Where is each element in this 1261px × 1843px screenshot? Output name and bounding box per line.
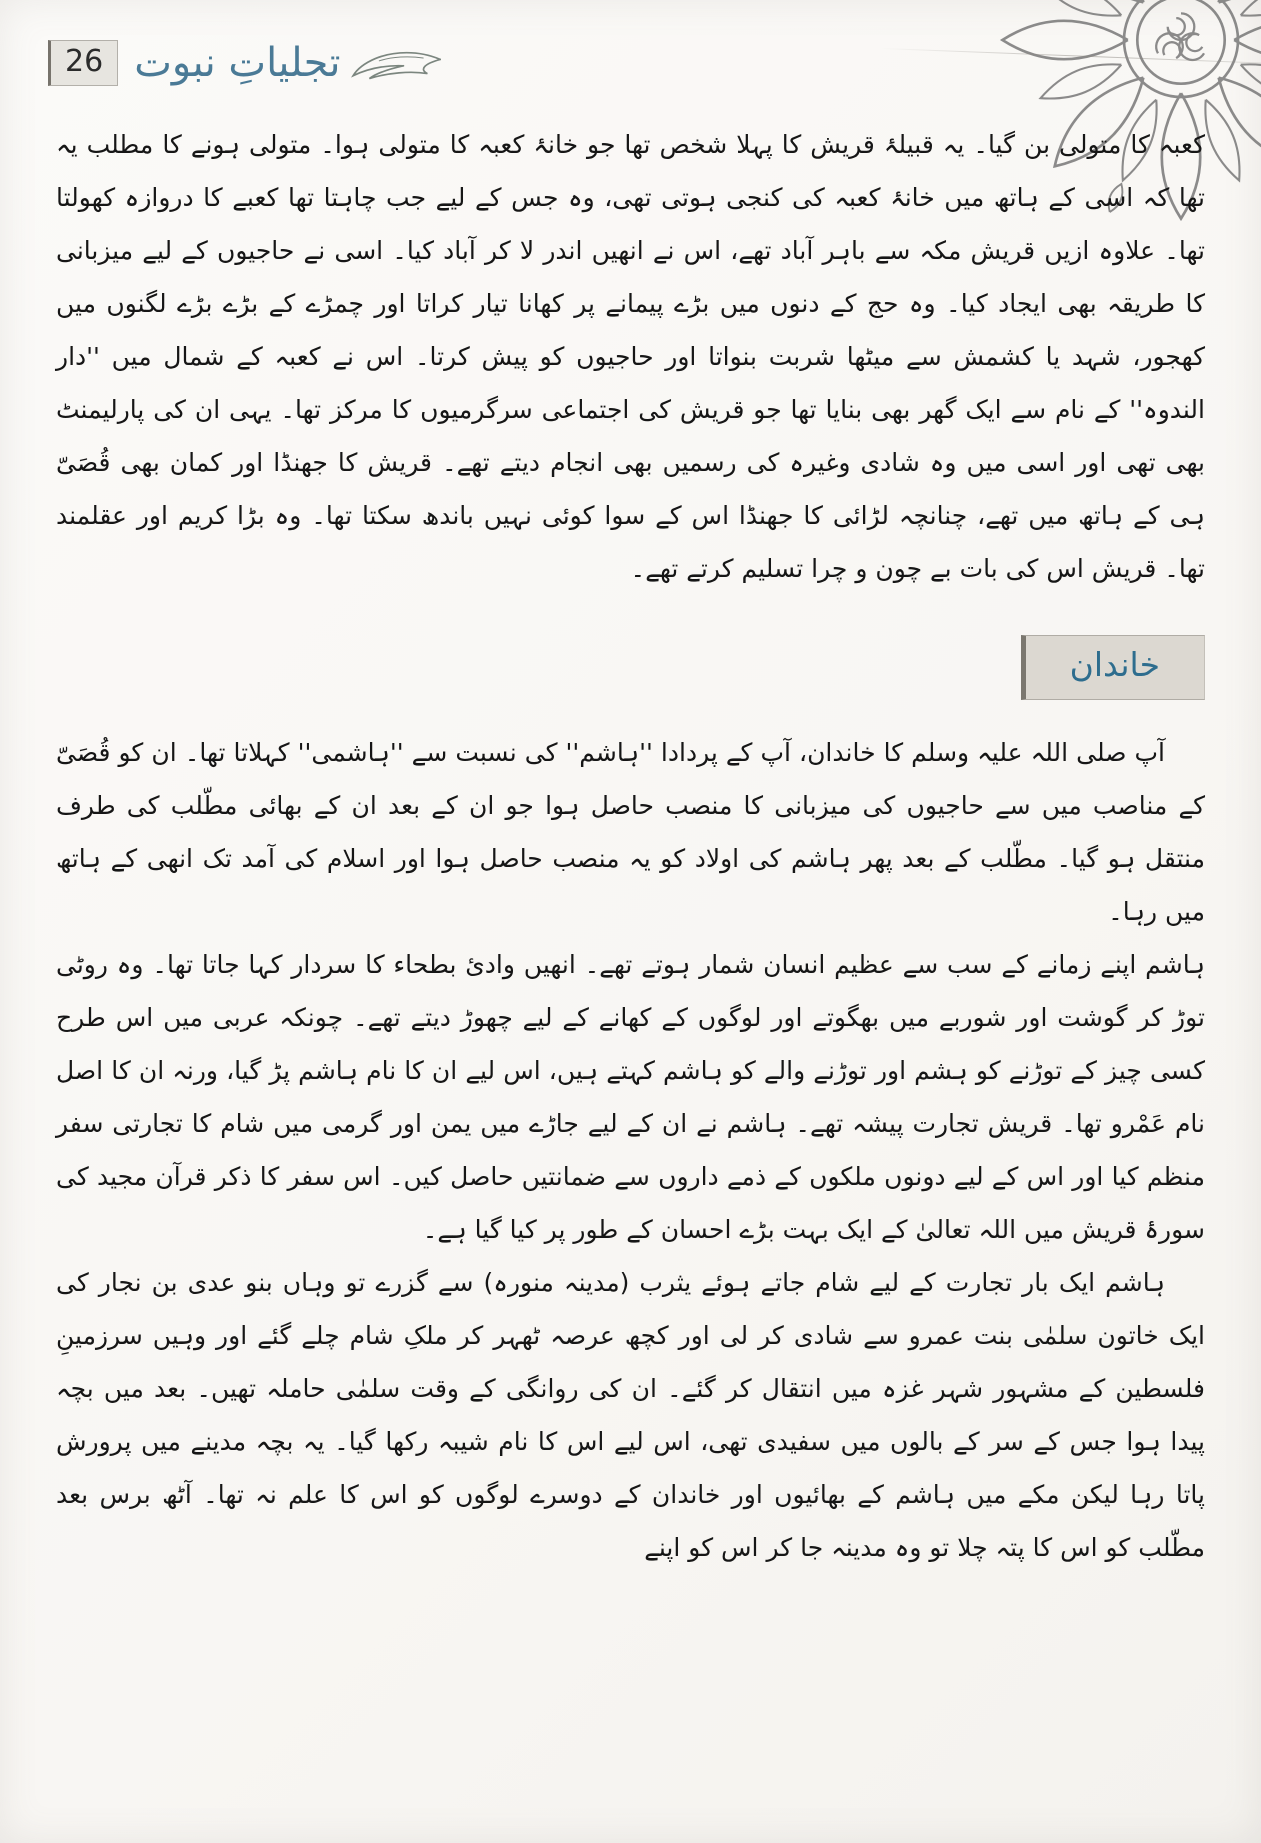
page-header: [48, 40, 443, 86]
paragraph-hashmi-lineage: آپ صلی اللہ علیہ وسلم کا خاندان، آپ کے پردادا ''ہاشم'' کی نسبت سے ''ہاشمی'' کہلاتا تھا۔ ان کو قُصَیّ کے مناصب میں سے حاجیوں کی میزبانی کا منصب حاصل ہوا جو ان کے بعد ان کے بھائی مطّلب کی طرف منتقل ہو گیا۔ مطّلب کے بعد پھر ہاشم کی اولاد کو یہ منصب حاصل ہوا اور اسلام کی آمد تک انھی کے ہاتھ میں رہا۔: [56, 737, 1205, 926]
scan-scratch-artifact: [881, 48, 1261, 65]
paragraph-hashim-yathrib: ہاشم ایک بار تجارت کے لیے شام جاتے ہوئے یثرب (مدینہ منورہ) سے گزرے تو وہاں بنو عدی بن نجار کی ایک خاتون سلمٰی بنت عمرو سے شادی کر لی اور کچھ عرصہ ٹھہر کر ملکِ شام چلے گئے اور وہیں سرزمینِ فلسطین کے مشہور شہر غزہ میں انتقال کر گئے۔ ان کی روانگی کے وقت سلمٰی حاملہ تھیں۔ بعد میں بچہ پیدا ہوا جس کے سر کے بالوں میں سفیدی تھی، اس لیے اس کا نام شیبہ رکھا گیا۔ یہ بچہ مدینے میں پرورش پاتا رہا لیکن مکے میں ہاشم کے بھائیوں اور خاندان کے دوسرے لوگوں کو اس کا علم نہ تھا۔ آٹھ برس بعد مطّلب کو اس کا پتہ چلا تو وہ مدینہ جا کر اس کو اپنے: [56, 1267, 1205, 1562]
paragraph-qusayy-custodian: کعبہ کا متولی بن گیا۔ یہ قبیلۂ قریش کا پہلا شخص تھا جو خانۂ کعبہ کا متولی ہوا۔ متولی ہونے کا مطلب یہ تھا کہ اسی کے ہاتھ میں خانۂ کعبہ کی کنجی ہوتی تھی، وہ جس کے لیے جب چاہتا تھا کعبے کا دروازہ کھولتا تھا۔ علاوہ ازیں قریش مکہ سے باہر آباد تھے، اس نے انھیں اندر لا کر آباد کیا۔ اسی نے حاجیوں کے لیے میزبانی کا طریقہ بھی ایجاد کیا۔ وہ حج کے دنوں میں بڑے پیمانے پر کھانا تیار کراتا اور چمڑے کے بڑے بڑے لگنوں میں کھجور، شہد یا کشمش سے میٹھا شربت بنواتا اور حاجیوں کو پیش کرتا۔ اس نے کعبہ کے شمال میں ''دار الندوہ'' کے نام سے ایک گھر بھی بنایا تھا جو قریش کی اجتماعی سرگرمیوں کا مرکز تھا۔ یہی ان کی پارلیمنٹ بھی تھی اور اسی میں وہ شادی وغیرہ کی رسمیں بھی انجام دیتے تھے۔ قریش کا جھنڈا اور کمان بھی قُصَیّ ہی کے ہاتھ میں تھے، چنانچہ لڑائی کا جھنڈا اس کے سوا کوئی نہیں باندھ سکتا تھا۔ وہ بڑا کریم اور عقلمند تھا۔ قریش اس کی بات بے چون و چرا تسلیم کرتے تھے۔: [56, 130, 1205, 583]
section-heading-khandan: خاندان: [1021, 635, 1205, 700]
calligraphic-swoosh-icon: [351, 48, 443, 85]
paragraph-hashim-generosity: ہاشم اپنے زمانے کے سب سے عظیم انسان شمار ہوتے تھے۔ انھیں وادیٔ بطحاء کا سردار کہا جاتا تھا۔ وہ روٹی توڑ کر گوشت اور شوربے میں بھگوتے اور لوگوں کے کھانے کے لیے چھوڑ دیتے تھے۔ چونکہ عربی میں اس طرح کسی چیز کے توڑنے کو ہشم اور توڑنے والے کو ہاشم کہتے ہیں، اس لیے ان کا نام ہاشم پڑ گیا، ورنہ ان کا اصل نام عَمْرو تھا۔ قریش تجارت پیشہ تھے۔ ہاشم نے ان کے لیے جاڑے میں یمن اور گرمی میں شام کا تجارتی سفر منظم کیا اور اس کے لیے دونوں ملکوں کے ذمے داروں سے ضمانتیں حاصل کیں۔ اس سفر کا ذکر قرآن مجید کی سورۂ قریش میں اللہ تعالیٰ کے ایک بہت بڑے احسان کے طور پر کیا گیا ہے۔: [56, 949, 1205, 1244]
page-number-badge: [48, 40, 118, 86]
page-number: 26: [65, 44, 104, 79]
book-title: تجلیاتِ نبوت: [134, 40, 341, 86]
page-body: [56, 118, 1205, 1574]
section-heading-row: [56, 595, 1205, 726]
